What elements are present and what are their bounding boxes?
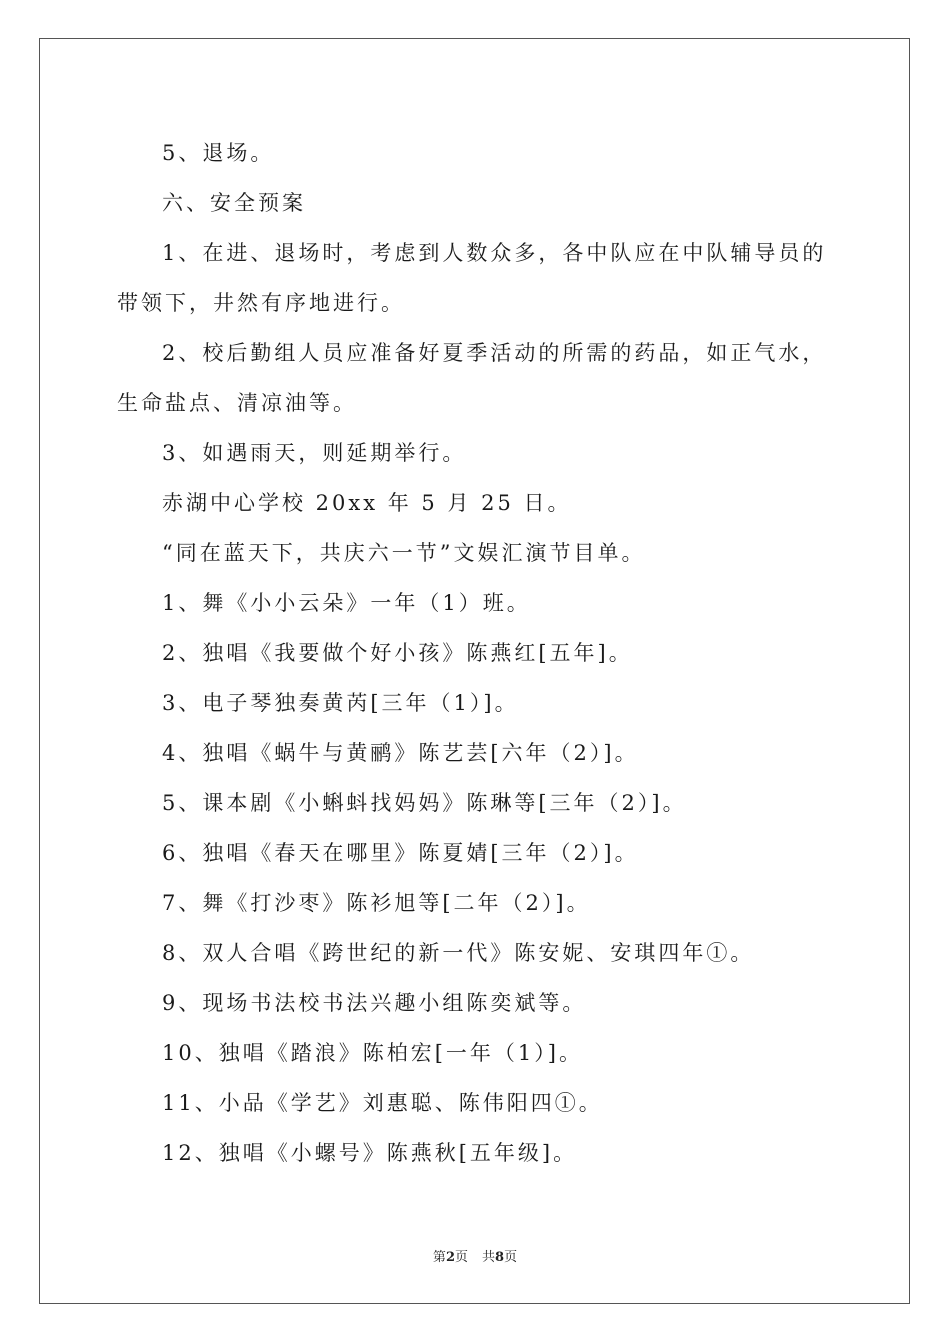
program-item: 1、舞《小小云朵》一年（1）班。 — [162, 591, 531, 615]
paragraph-line: 1、在进、退场时，考虑到人数众多，各中队应在中队辅导员的 — [162, 241, 827, 265]
program-item: 4、独唱《蜗牛与黄鹂》陈艺芸[六年（2）]。 — [162, 741, 639, 765]
paragraph-line: 3、如遇雨天，则延期举行。 — [162, 441, 467, 465]
page-number-suffix: 页 — [454, 1250, 468, 1265]
page-number-prefix: 第 — [432, 1250, 446, 1265]
section-heading: 六、安全预案 — [162, 191, 306, 215]
total-pages: 8 — [495, 1250, 505, 1265]
page-footer — [0, 1246, 950, 1265]
program-item: 11、小品《学艺》刘惠聪、陈伟阳四①。 — [162, 1091, 603, 1115]
document-body — [117, 128, 837, 1178]
program-item: 6、独唱《春天在哪里》陈夏婧[三年（2）]。 — [162, 841, 639, 865]
signature-date-line: 赤湖中心学校 20xx 年 5 月 25 日。 — [162, 491, 572, 515]
program-item: 10、独唱《踏浪》陈柏宏[一年（1）]。 — [162, 1041, 583, 1065]
paragraph-line: 5、退场。 — [162, 141, 275, 165]
page-number: 2 — [445, 1250, 455, 1265]
paragraph-line: 2、校后勤组人员应准备好夏季活动的所需的药品，如正气水， — [162, 341, 827, 365]
program-list-title: “同在蓝天下，共庆六一节”文娱汇演节目单。 — [162, 541, 646, 565]
program-item: 8、双人合唱《跨世纪的新一代》陈安妮、安琪四年①。 — [162, 941, 755, 965]
paragraph-line-continued: 生命盐点、清凉油等。 — [117, 391, 357, 415]
total-pages-prefix: 共 — [482, 1250, 496, 1265]
program-item: 5、课本剧《小蝌蚪找妈妈》陈琳等[三年（2）]。 — [162, 791, 687, 815]
paragraph-line-continued: 带领下，井然有序地进行。 — [117, 291, 405, 315]
program-item: 7、舞《打沙枣》陈衫旭等[二年（2）]。 — [162, 891, 591, 915]
program-item: 3、电子琴独奏黄芮[三年（1）]。 — [162, 691, 519, 715]
program-item: 2、独唱《我要做个好小孩》陈燕红[五年]。 — [162, 641, 633, 665]
program-item: 12、独唱《小螺号》陈燕秋[五年级]。 — [162, 1141, 578, 1165]
total-pages-suffix: 页 — [504, 1250, 518, 1265]
program-item: 9、现场书法校书法兴趣小组陈奕斌等。 — [162, 991, 587, 1015]
